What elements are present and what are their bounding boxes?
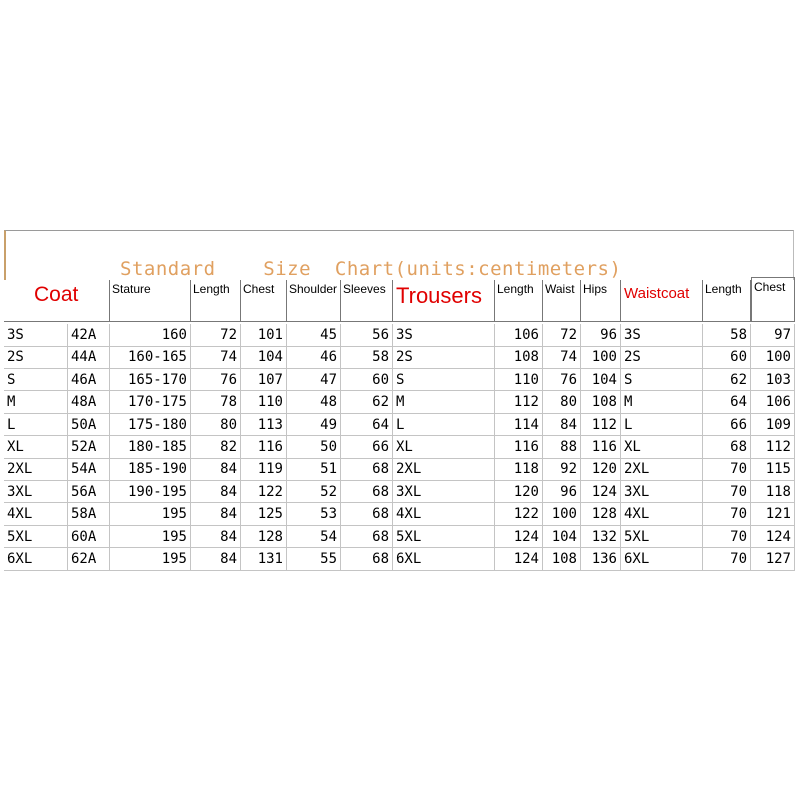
coat-size-cell: 2S [4,346,68,369]
coat-chest-cell: 125 [241,503,287,526]
trousers-size-cell: M [393,391,495,414]
sleeves-cell: 68 [341,481,393,504]
shoulder-cell: 45 [287,324,341,347]
table-row [4,369,798,392]
stature-cell: 175-180 [110,414,191,437]
coat-chest-cell: 110 [241,391,287,414]
coat-code-cell: 56A [68,481,110,504]
waistcoat-size-cell: XL [621,436,703,459]
waistcoat-size-cell: 2XL [621,458,703,481]
waistcoat-size-cell: 5XL [621,526,703,549]
trousers-length-cell: 110 [495,369,543,392]
waistcoat-chest-cell: 124 [751,526,795,549]
sleeves-cell: 56 [341,324,393,347]
waistcoat-length-cell: 70 [703,526,751,549]
hips-cell: 132 [581,526,621,549]
chart-title: Standard Size Chart(units:centimeters) [120,258,622,280]
waistcoat-size-cell: 3S [621,324,703,347]
trousers-length-cell: 114 [495,414,543,437]
stature-cell: 160 [110,324,191,347]
trousers-length-cell: 108 [495,346,543,369]
sleeves-cell: 68 [341,458,393,481]
sleeves-cell: 60 [341,369,393,392]
waist-header: Waist [543,280,581,322]
sleeves-cell: 58 [341,346,393,369]
coat-code-cell: 54A [68,458,110,481]
hips-cell: 100 [581,346,621,369]
coat-length-cell: 84 [191,458,241,481]
waistcoat-length-cell: 70 [703,503,751,526]
waistcoat-chest-cell: 127 [751,548,795,571]
coat-code-cell: 60A [68,526,110,549]
waistcoat-chest-cell: 118 [751,481,795,504]
coat-length-cell: 84 [191,503,241,526]
waistcoat-chest-cell: 109 [751,414,795,437]
coat-size-cell: 2XL [4,458,68,481]
trousers-length-cell: 124 [495,548,543,571]
hips-cell: 104 [581,369,621,392]
waistcoat-size-cell: L [621,414,703,437]
trousers-size-cell: 3XL [393,481,495,504]
waist-cell: 74 [543,346,581,369]
table-row [4,436,798,459]
hips-cell: 120 [581,458,621,481]
waistcoat-length-cell: 64 [703,391,751,414]
coat-code-cell: 46A [68,369,110,392]
table-row [4,481,798,504]
stature-cell: 195 [110,503,191,526]
trousers-size-cell: 2S [393,346,495,369]
coat-size-cell: S [4,369,68,392]
sleeves-header: Sleeves [341,280,393,322]
sleeves-cell: 68 [341,503,393,526]
waistcoat-size-cell: 3XL [621,481,703,504]
waistcoat-length-cell: 70 [703,548,751,571]
coat-code-cell: 58A [68,503,110,526]
coat-size-cell: XL [4,436,68,459]
sleeves-cell: 66 [341,436,393,459]
hips-cell: 116 [581,436,621,459]
coat-chest-cell: 101 [241,324,287,347]
trousers-size-cell: 2XL [393,458,495,481]
waistcoat-chest-cell: 112 [751,436,795,459]
shoulder-cell: 47 [287,369,341,392]
waistcoat-size-cell: 4XL [621,503,703,526]
waist-cell: 108 [543,548,581,571]
waist-cell: 76 [543,369,581,392]
shoulder-cell: 54 [287,526,341,549]
trousers-size-cell: 4XL [393,503,495,526]
sleeves-cell: 68 [341,526,393,549]
shoulder-cell: 49 [287,414,341,437]
waistcoat-chest-cell: 103 [751,369,795,392]
coat-chest-cell: 116 [241,436,287,459]
waist-cell: 92 [543,458,581,481]
stature-cell: 165-170 [110,369,191,392]
coat-size-cell: 5XL [4,526,68,549]
coat-length-cell: 84 [191,526,241,549]
coat-size-cell: 3S [4,324,68,347]
table-row [4,526,798,549]
coat-length-cell: 76 [191,369,241,392]
waistcoat-chest-cell: 121 [751,503,795,526]
hips-cell: 96 [581,324,621,347]
coat-size-cell: 4XL [4,503,68,526]
sleeves-cell: 64 [341,414,393,437]
trousers-length-cell: 112 [495,391,543,414]
coat-length-cell: 84 [191,548,241,571]
shoulder-cell: 55 [287,548,341,571]
waistcoat-chest-cell: 97 [751,324,795,347]
waistcoat-size-cell: 6XL [621,548,703,571]
coat-code-cell: 62A [68,548,110,571]
waist-cell: 104 [543,526,581,549]
trousers-length-cell: 118 [495,458,543,481]
shoulder-cell: 51 [287,458,341,481]
table-row [4,458,798,481]
trousers-size-cell: XL [393,436,495,459]
waist-cell: 84 [543,414,581,437]
waist-cell: 80 [543,391,581,414]
waistcoat-length-cell: 58 [703,324,751,347]
size-chart [4,230,798,572]
coat-code-cell: 52A [68,436,110,459]
coat-size-cell: L [4,414,68,437]
coat-length-cell: 84 [191,481,241,504]
stature-cell: 195 [110,526,191,549]
coat-length-cell: 80 [191,414,241,437]
waistcoat-header: Waistcoat [621,280,703,322]
coat-code-cell: 48A [68,391,110,414]
waistcoat-length-cell: 62 [703,369,751,392]
stature-cell: 190-195 [110,481,191,504]
coat-header: Coat [4,280,110,322]
shoulder-cell: 53 [287,503,341,526]
coat-size-cell: 3XL [4,481,68,504]
waistcoat-length-cell: 68 [703,436,751,459]
trousers-length-cell: 106 [495,324,543,347]
hips-cell: 136 [581,548,621,571]
coat-chest-cell: 131 [241,548,287,571]
table-row [4,324,798,347]
hips-cell: 128 [581,503,621,526]
stature-cell: 180-185 [110,436,191,459]
table-row [4,391,798,414]
stature-cell: 170-175 [110,391,191,414]
trousers-length-cell: 124 [495,526,543,549]
coat-length-cell: 82 [191,436,241,459]
coat-chest-header: Chest [241,280,287,322]
coat-chest-cell: 113 [241,414,287,437]
trousers-size-cell: 3S [393,324,495,347]
trousers-length-cell: 116 [495,436,543,459]
shoulder-header: Shoulder [287,280,341,322]
waistcoat-length-cell: 70 [703,481,751,504]
coat-size-cell: 6XL [4,548,68,571]
coat-code-cell: 42A [68,324,110,347]
sleeves-cell: 68 [341,548,393,571]
waistcoat-length-cell: 60 [703,346,751,369]
hips-cell: 108 [581,391,621,414]
header-row [4,280,798,322]
coat-length-header: Length [191,280,241,322]
waistcoat-chest-header: Chest [751,277,795,322]
coat-chest-cell: 122 [241,481,287,504]
sleeves-cell: 62 [341,391,393,414]
table-row [4,548,798,571]
waistcoat-chest-cell: 106 [751,391,795,414]
coat-length-cell: 72 [191,324,241,347]
title-box [4,230,794,280]
coat-code-cell: 44A [68,346,110,369]
waistcoat-chest-cell: 100 [751,346,795,369]
hips-header: Hips [581,280,621,322]
coat-length-cell: 74 [191,346,241,369]
trousers-length-header: Length [495,280,543,322]
trousers-header: Trousers [393,280,495,322]
stature-header: Stature [110,280,191,322]
trousers-length-cell: 122 [495,503,543,526]
coat-chest-cell: 119 [241,458,287,481]
waist-cell: 88 [543,436,581,459]
stature-cell: 160-165 [110,346,191,369]
shoulder-cell: 52 [287,481,341,504]
trousers-size-cell: 6XL [393,548,495,571]
stature-cell: 195 [110,548,191,571]
waistcoat-size-cell: M [621,391,703,414]
waist-cell: 100 [543,503,581,526]
coat-chest-cell: 128 [241,526,287,549]
coat-length-cell: 78 [191,391,241,414]
shoulder-cell: 50 [287,436,341,459]
coat-code-cell: 50A [68,414,110,437]
trousers-size-cell: 5XL [393,526,495,549]
waist-cell: 96 [543,481,581,504]
hips-cell: 112 [581,414,621,437]
shoulder-cell: 46 [287,346,341,369]
coat-size-cell: M [4,391,68,414]
waistcoat-length-cell: 66 [703,414,751,437]
stature-cell: 185-190 [110,458,191,481]
trousers-length-cell: 120 [495,481,543,504]
coat-chest-cell: 104 [241,346,287,369]
waist-cell: 72 [543,324,581,347]
shoulder-cell: 48 [287,391,341,414]
table-row [4,346,798,369]
trousers-size-cell: L [393,414,495,437]
trousers-size-cell: S [393,369,495,392]
table-row [4,503,798,526]
waistcoat-chest-cell: 115 [751,458,795,481]
waistcoat-size-cell: 2S [621,346,703,369]
waistcoat-length-cell: 70 [703,458,751,481]
waistcoat-size-cell: S [621,369,703,392]
coat-chest-cell: 107 [241,369,287,392]
hips-cell: 124 [581,481,621,504]
waistcoat-length-header: Length [703,280,751,322]
table-row [4,414,798,437]
